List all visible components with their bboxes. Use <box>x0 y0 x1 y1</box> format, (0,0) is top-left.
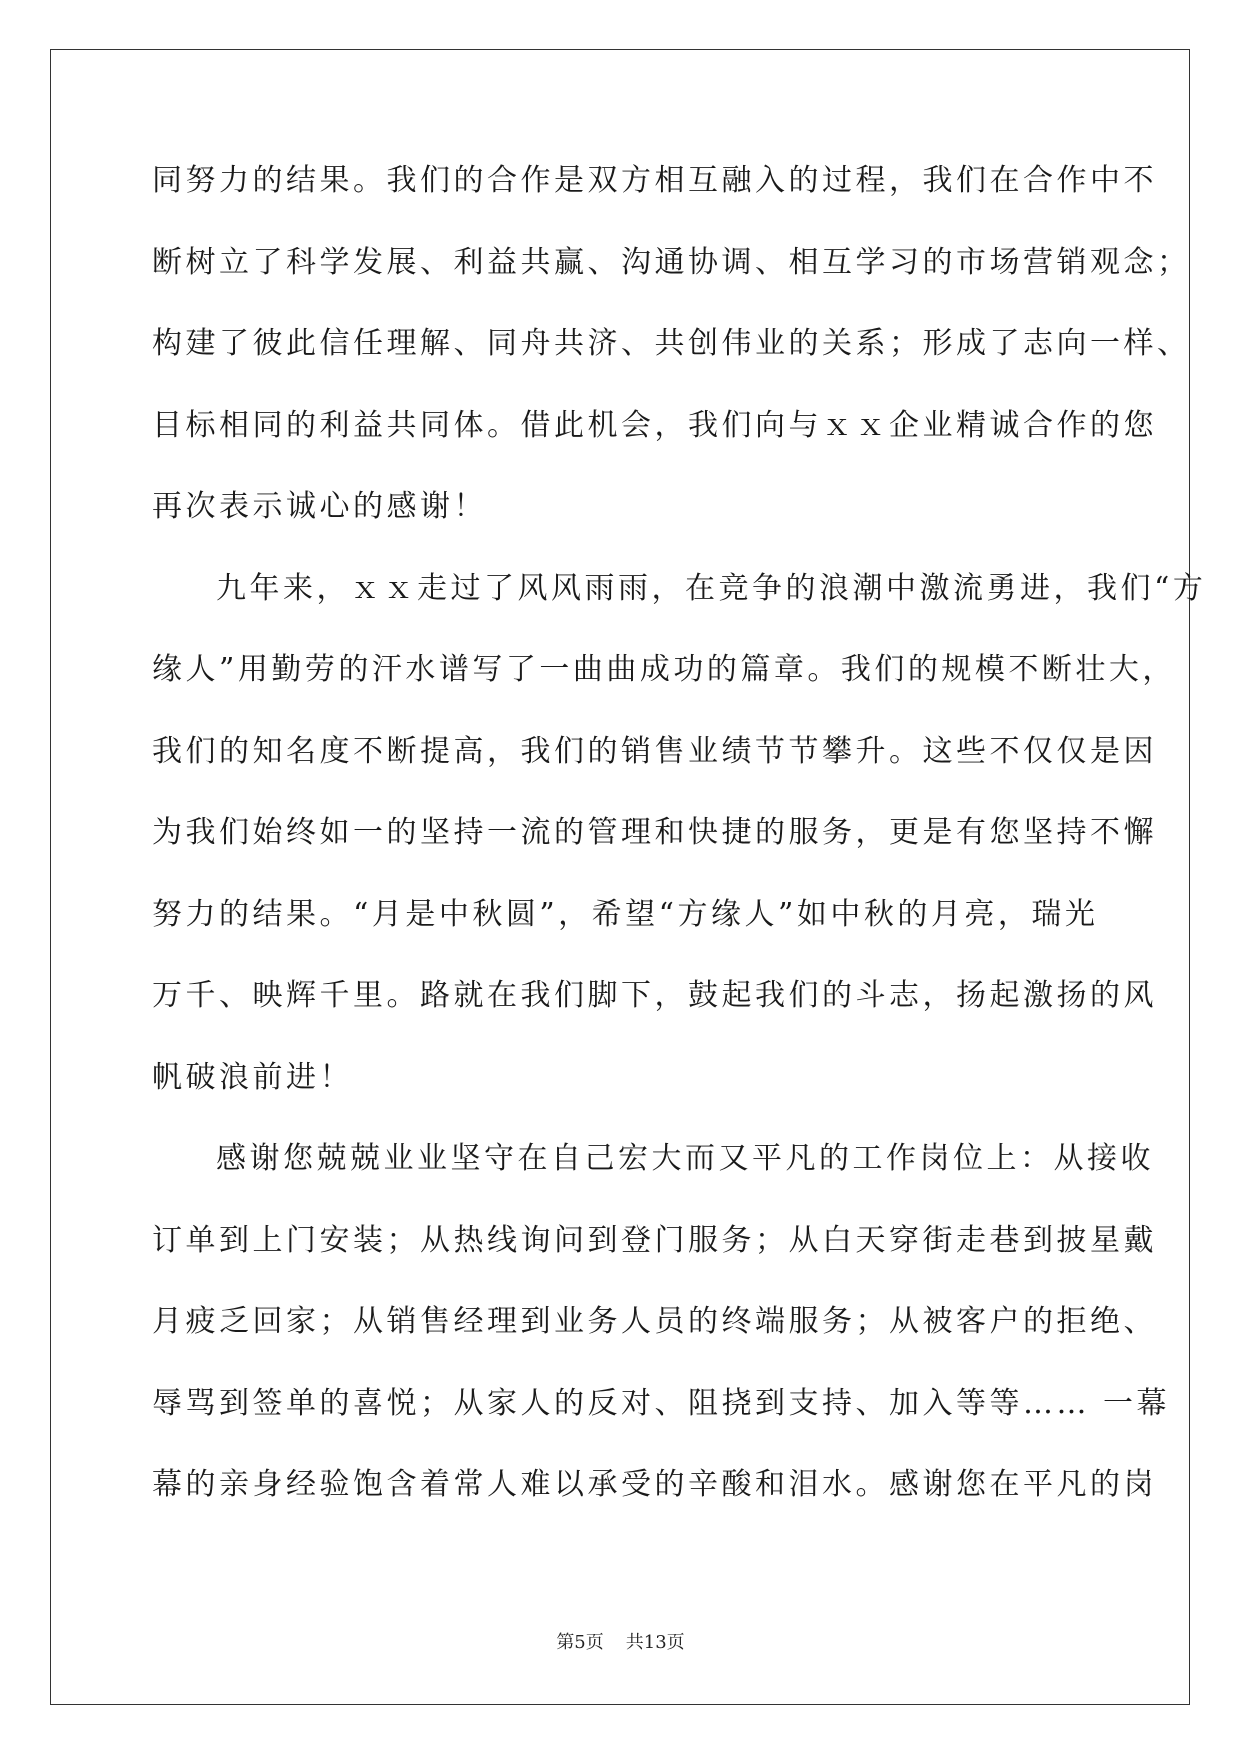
document-body <box>152 161 1207 1547</box>
text-line: 万千、映辉千里。路就在我们脚下，鼓起我们的斗志，扬起激扬的风 <box>152 978 1157 1013</box>
text-line: 九年来，ｘｘ走过了风风雨雨，在竞争的浪潮中激流勇进，我们“方 <box>216 570 1207 606</box>
text-line: 月疲乏回家；从销售经理到业务人员的终端服务；从被客户的拒绝、 <box>152 1304 1157 1339</box>
text-line: 再次表示诚心的感谢！ <box>152 489 487 524</box>
text-line: 幕的亲身经验饱含着常人难以承受的辛酸和泪水。感谢您在平凡的岗 <box>152 1467 1157 1502</box>
text-line: 辱骂到签单的喜悦；从家人的反对、阻挠到支持、加入等等…… 一幕 <box>152 1385 1171 1421</box>
text-line: 感谢您兢兢业业坚守在自己宏大而又平凡的工作岗位上：从接收 <box>216 1141 1154 1176</box>
page-total: 共13页 <box>625 1632 685 1653</box>
text-line: 缘人”用勤劳的汗水谱写了一曲曲成功的篇章。我们的规模不断壮大， <box>152 652 1176 687</box>
text-line: 努力的结果。“月是中秋圆”，希望“方缘人”如中秋的月亮，瑞光 <box>152 896 1099 932</box>
text-line: 同努力的结果。我们的合作是双方相互融入的过程，我们在合作中不 <box>152 163 1157 198</box>
page-number: 第5页 <box>556 1632 604 1653</box>
text-line: 帆破浪前进！ <box>152 1059 353 1095</box>
text-line: 断树立了科学发展、利益共赢、沟通协调、相互学习的市场营销观念； <box>152 244 1191 280</box>
text-line: 为我们始终如一的坚持一流的管理和快捷的服务，更是有您坚持不懈 <box>152 815 1157 850</box>
text-line: 订单到上门安装；从热线询问到登门服务；从白天穿街走巷到披星戴 <box>152 1222 1157 1258</box>
page-footer <box>0 1628 1241 1654</box>
text-line: 目标相同的利益共同体。借此机会，我们向与ｘｘ企业精诚合作的您 <box>152 407 1157 443</box>
text-line: 我们的知名度不断提高，我们的销售业绩节节攀升。这些不仅仅是因 <box>152 733 1157 769</box>
text-line: 构建了彼此信任理解、同舟共济、共创伟业的关系；形成了志向一样、 <box>152 326 1191 361</box>
